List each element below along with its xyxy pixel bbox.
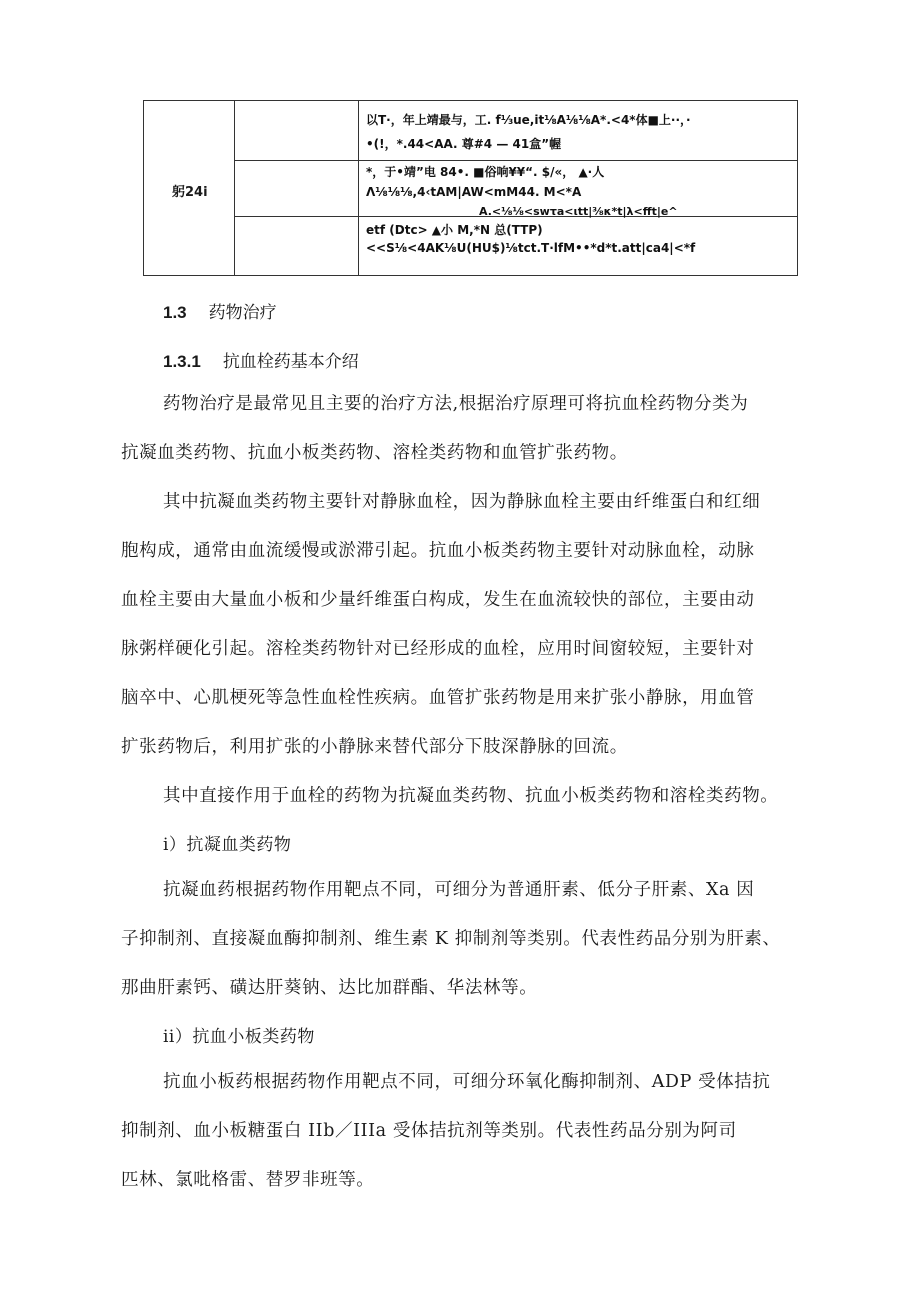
table-cell-text: *，于•靖”电 84•. ■俗响¥¥“. $/«， ▲·人 [366,165,605,179]
paragraph-line: 其中抗凝血类药物主要针对静脉血栓，因为静脉血栓主要由纤维蛋白和红细 [163,492,761,512]
paragraph-line: 匹林、氯吡格雷、替罗非班等。 [121,1170,375,1190]
table-cell-text: <<S⅛<4AK⅛U(HU$)⅛tct.T·lfM••*d*t.att|ca4|<*f [366,241,696,255]
table-divider [358,101,359,275]
paragraph-line: 那曲肝素钙、磺达肝葵钠、达比加群酯、华法林等。 [121,978,538,998]
subsection-number: 1.3.1 [163,352,201,371]
paragraph-line: 抗凝血类药物、抗血小板类药物、溶栓类药物和血管扩张药物。 [121,443,628,463]
paragraph [163,772,829,821]
paragraph-line: 脑卒中、心肌梗死等急性血栓性疾病。血管扩张药物是用来扩张小静脉，用血管 [121,688,755,708]
paragraph-line: 其中直接作用于血栓的药物为抗凝血类药物、抗血小板类药物和溶栓类药物。 [163,786,779,806]
paragraph-line: 抑制剂、血小板糖蛋白 IIb／IIIa 受体拮抗剂等类别。代表性药品分别为阿司 [121,1121,737,1141]
subsection-title: 抗血栓药基本介绍 [222,352,359,372]
paragraph-line: 子抑制剂、直接凝血酶抑制剂、维生素 K 抑制剂等类别。代表性药品分别为肝素、 [121,929,781,949]
paragraph [121,380,829,478]
paragraph [121,866,829,1013]
table-divider [234,160,797,161]
table-divider [234,101,235,275]
paragraph [121,1058,829,1205]
section-title: 药物治疗 [208,303,277,323]
subsection-heading [163,347,359,372]
paragraph-line: 脉粥样硬化引起。溶栓类药物针对已经形成的血栓，应用时间窗较短，主要针对 [121,639,755,659]
table-row-label: 躬24i [172,185,208,200]
paragraph-line: 抗血小板药根据药物作用靶点不同，可细分环氧化酶抑制剂、ADP 受体拮抗 [163,1072,771,1092]
paragraph-line: 血栓主要由大量血小板和少量纤维蛋白构成，发生在血流较快的部位，主要由动 [121,590,755,610]
paragraph-line: 扩张药物后，利用扩张的小静脉来替代部分下肢深静脉的回流。 [121,737,628,757]
subheading-anticoagulant: i）抗凝血类药物 [163,835,292,855]
section-number: 1.3 [163,303,187,322]
table-cell-text: •(!，*.44<AA. 尊#4 — 41盒”幄 [366,137,562,151]
paragraph-line: 胞构成，通常由血流缓慢或淤滞引起。抗血小板类药物主要针对动脉血栓，动脉 [121,541,755,561]
data-table [143,100,798,276]
subheading-antiplatelet: ii）抗血小板类药物 [163,1027,315,1047]
table-cell-text: Λ⅛⅛⅛,4‹tAM|AW<mM44. M<*A [366,185,582,199]
paragraph-line: 药物治疗是最常见且主要的治疗方法,根据治疗原理可将抗血栓药物分类为 [163,394,749,414]
table-cell-text: 以T·，年上靖最与，工. f⅓ue,it⅛A⅛⅛A*.<4*体■上··，· [366,113,691,127]
section-heading [163,298,277,323]
paragraph-line: 抗凝血药根据药物作用靶点不同，可细分为普通肝素、低分子肝素、Xa 因 [163,880,755,900]
table-cell-text: A.<⅛⅛<swτa<ιtt|⅜κ*t|λ<fft|e^ [479,205,678,218]
paragraph [121,478,829,772]
table-cell-text: etf (Dtc> ▲小 M,*N 总(TTP) [366,223,543,237]
